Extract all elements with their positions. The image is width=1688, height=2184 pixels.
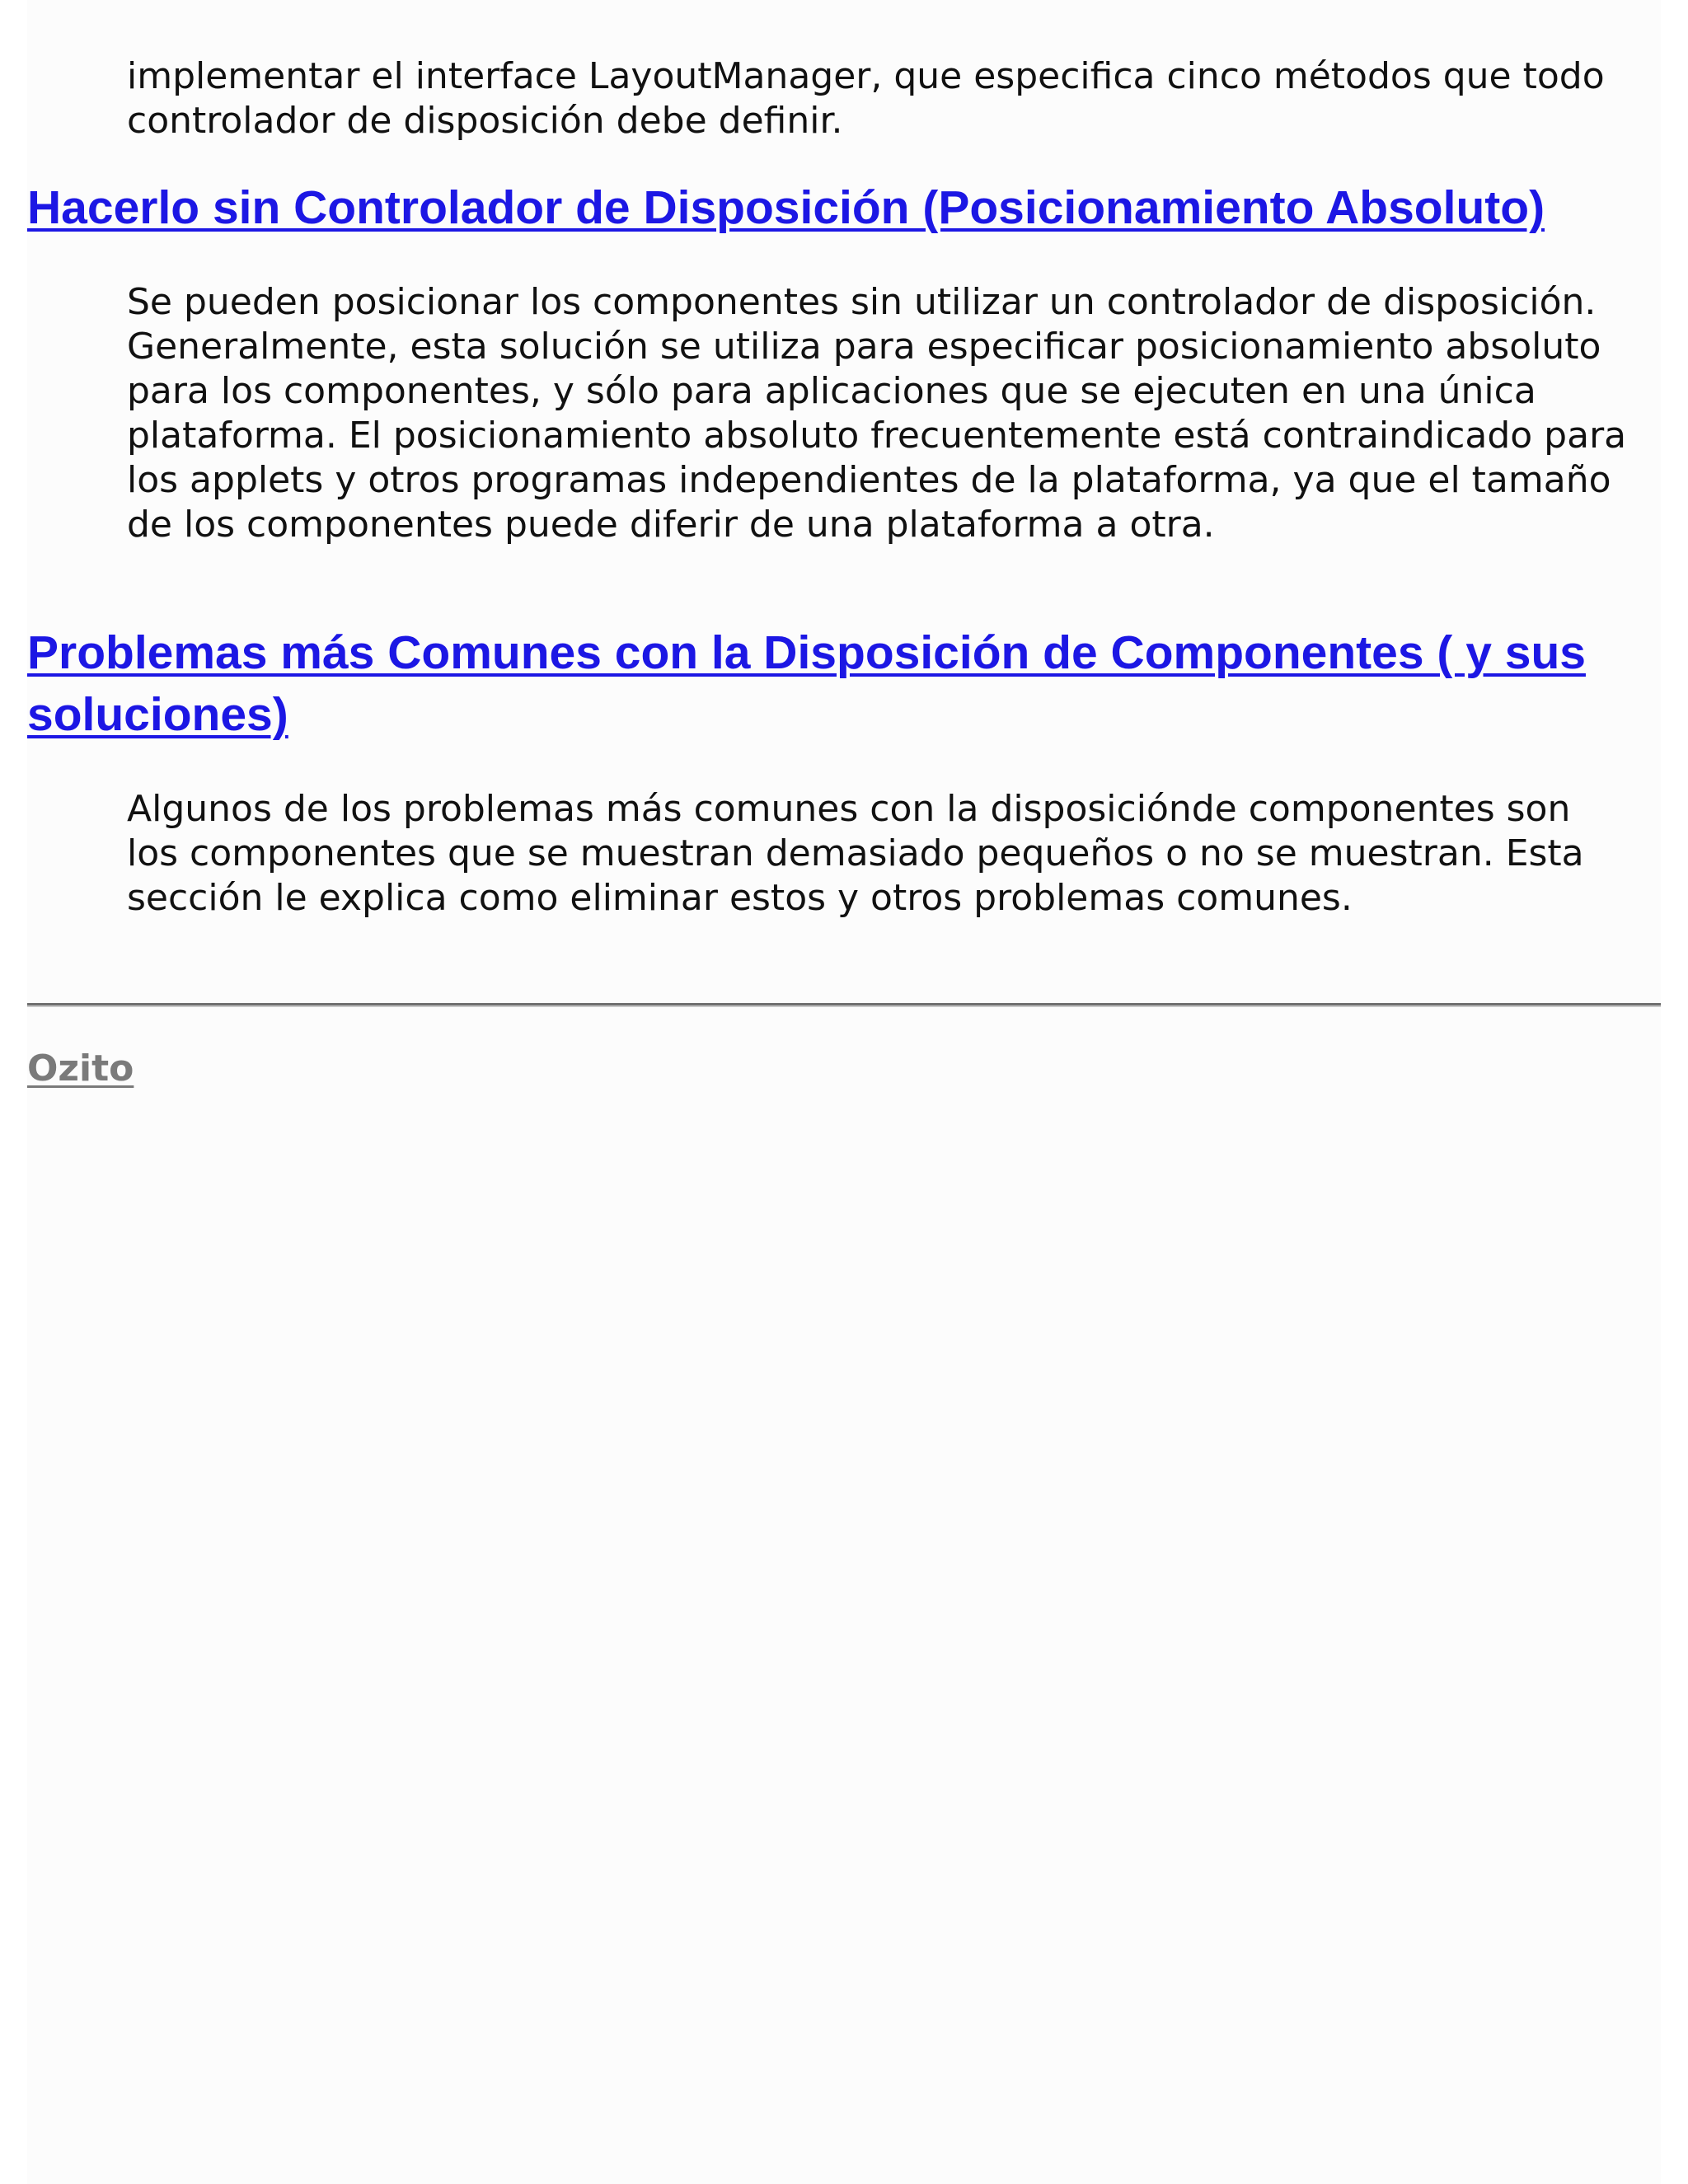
footer-author-link[interactable]: Ozito (27, 1047, 134, 1090)
absolute-positioning-paragraph: Se pueden posicionar los componentes sin utilizar un controlador de disposición. Generalmente, esta solución se utiliza para especificar posicionamiento absoluto para los componentes, y sólo para aplicaciones que se ejecuten en una única plataforma. El posicionamiento absoluto frecuentemente está contraindicado para los applets y otros programas independientes de la plataforma, ya que el tamaño de los componentes puede diferir de una plataforma a otra. (127, 281, 1627, 546)
section-heading-absolute-positioning (27, 177, 1643, 239)
intro-paragraph: implementar el interface LayoutManager, que especifica cinco métodos que todo controlador de disposición debe definir. (127, 55, 1605, 142)
heading-link-common-problems[interactable]: Problemas más Comunes con la Disposición de Componentes ( y sus soluciones) (27, 626, 1586, 741)
common-problems-paragraph: Algunos de los problemas más comunes con la disposiciónde componentes son los componentes que se muestran demasiado pequeños o no se muestran. Esta sección le explica como eliminar estos y otros problemas comunes. (127, 788, 1584, 919)
section-heading-common-problems (27, 622, 1643, 746)
heading-link-absolute-positioning[interactable]: Hacerlo sin Controlador de Disposición (Posicionamiento Absoluto) (27, 181, 1545, 234)
horizontal-rule (27, 1003, 1661, 1007)
document-page (27, 0, 1661, 2184)
